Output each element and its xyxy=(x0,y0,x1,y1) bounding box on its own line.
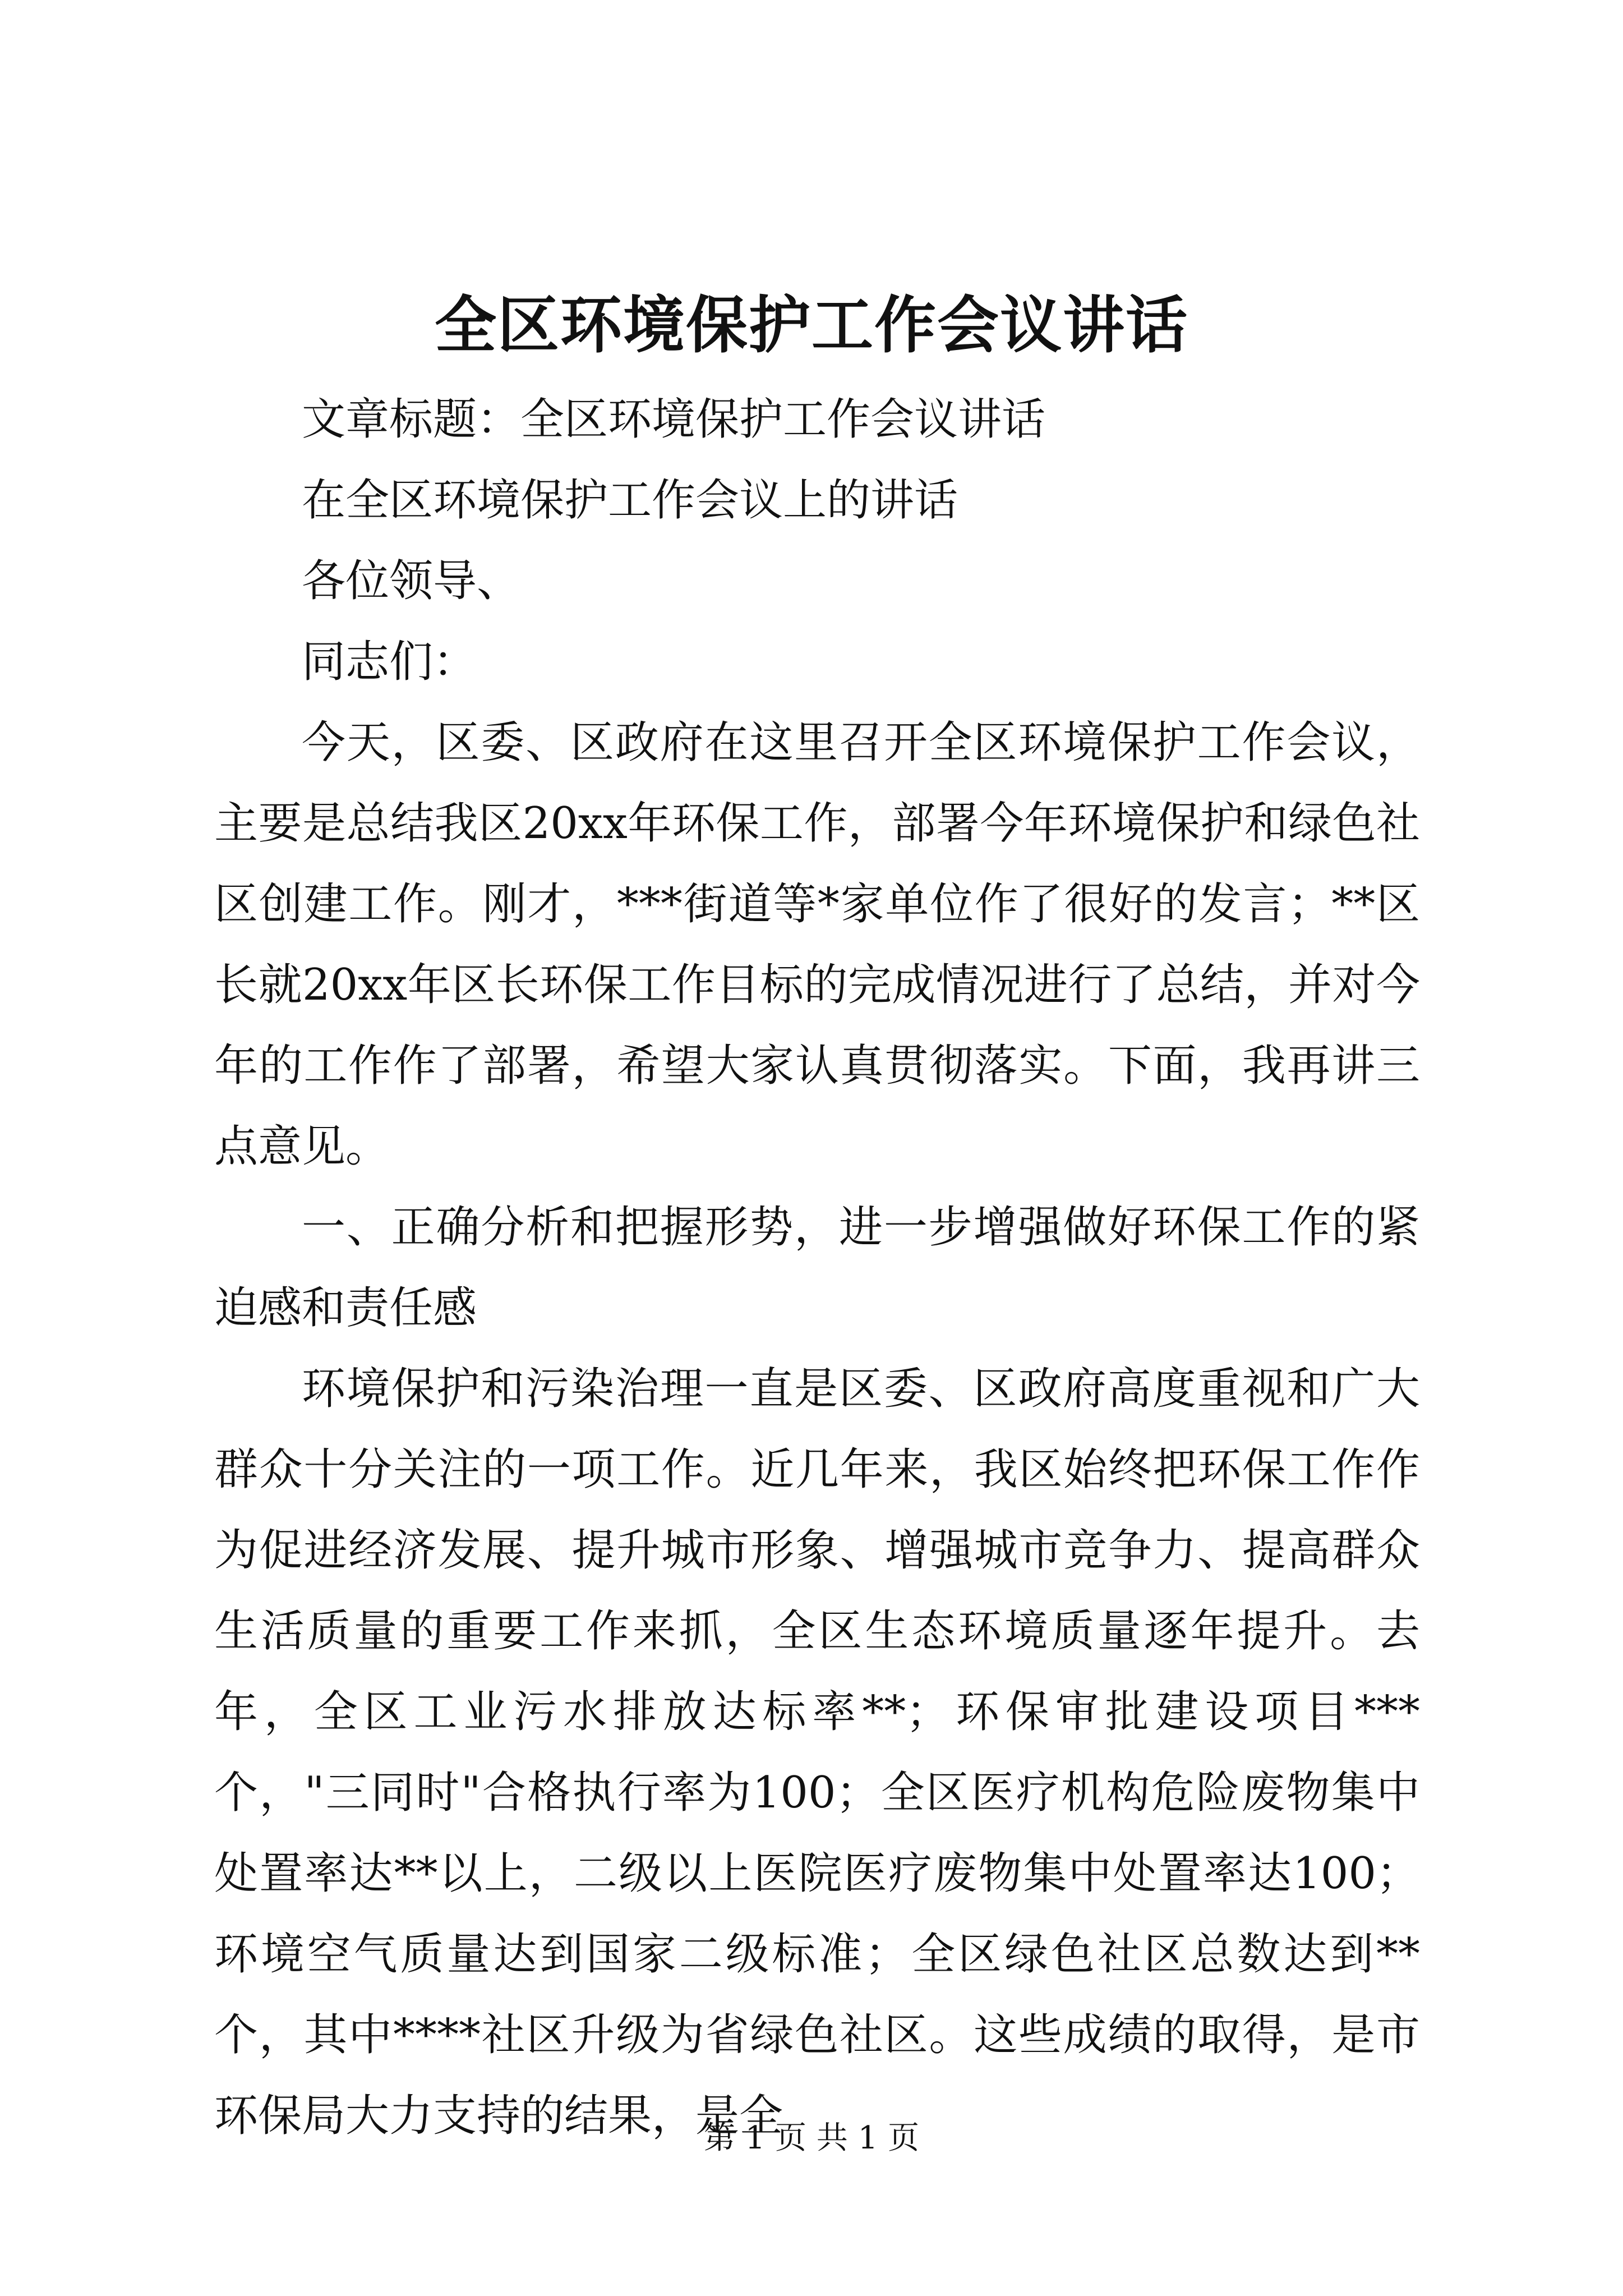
document-title: 全区环境保护工作会议讲话 xyxy=(435,289,1188,361)
page-number-footer: 第 1 页 共 1 页 xyxy=(703,2120,920,2156)
paragraph-section-heading: 一、正确分析和把握形势，进一步增强做好环保工作的紧迫感和责任感 xyxy=(214,1202,1420,1333)
document-body xyxy=(214,379,1420,2156)
paragraph-salutation-comrades: 同志们： xyxy=(302,637,477,687)
paragraph-article-title: 文章标题：全区环境保护工作会议讲话 xyxy=(302,394,1046,445)
paragraph-speech-heading: 在全区环境保护工作会议上的讲话 xyxy=(302,475,958,526)
paragraph-achievements: 环境保护和污染治理一直是区委、区政府高度重视和广大群众十分关注的一项工作。近几年来，我区始终把环保工作作为促进经济发展、提升城市形象、增强城市竞争力、提高群众生活质量的重要工作来抓，全区生态环境质量逐年提升。去年，全区工业污水排放达标率**；环保审批建设项目***个，"三同时"合格执行率为100；全区医疗机构危险废物集中处置率达**以上，二级以上医院医疗废物集中处置率达100；环境空气质量达到国家二级标准；全区绿色社区总数达到**个，其中****社区升级为省绿色社区。这些成绩的取得，是市环保局大力支持的结果，是全 xyxy=(214,1364,1420,2141)
paragraph-salutation-leaders: 各位领导、 xyxy=(302,556,521,606)
paragraph-introduction: 今天，区委、区政府在这里召开全区环境保护工作会议，主要是总结我区20xx年环保工作，部署今年环境保护和绿色社区创建工作。刚才，***街道等*家单位作了很好的发言；**区长就20xx年区长环保工作目标的完成情况进行了总结，并对今年的工作作了部署，希望大家认真贯彻落实。下面，我再讲三点意见。 xyxy=(214,717,1420,1172)
